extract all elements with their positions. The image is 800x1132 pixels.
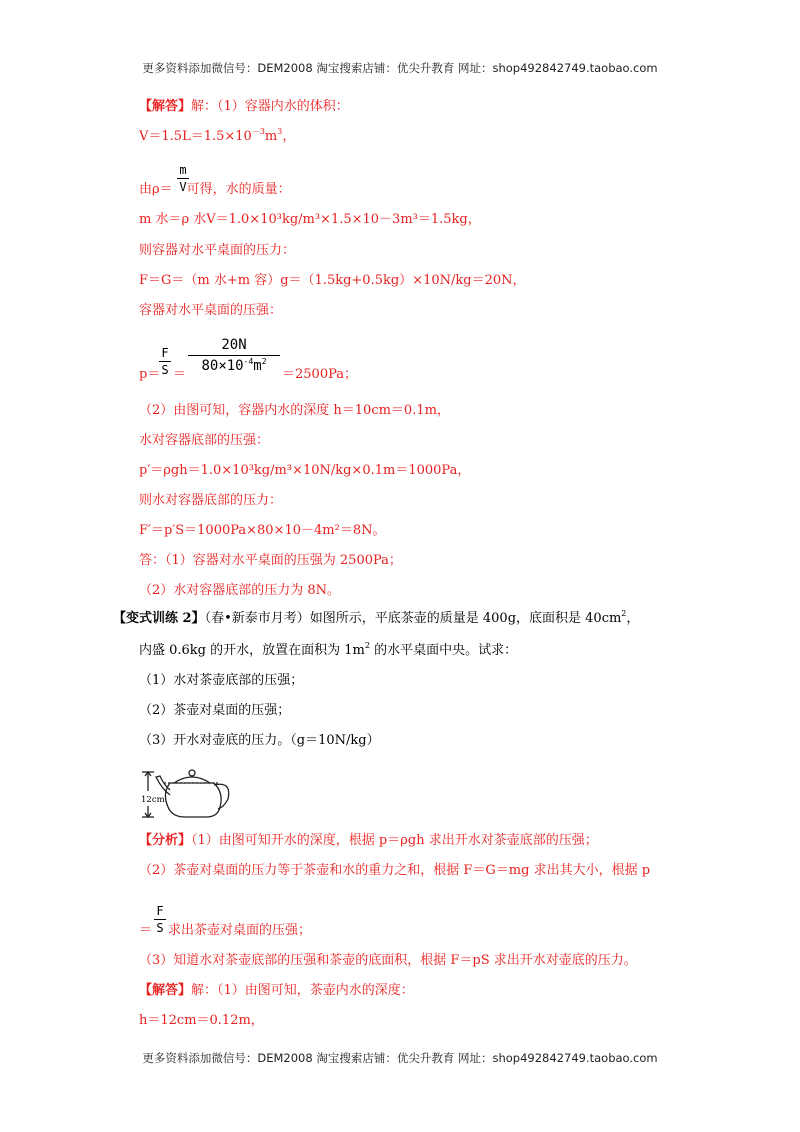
analysis-eq: ＝ [139,923,153,938]
volume-end: ， [282,129,296,144]
answer-line-2: （2）水对容器底部的压力为 8N。 [139,583,341,598]
teapot-figure [140,763,235,821]
density-text: 由ρ＝ [139,182,173,197]
pressure-result: ＝2500Pa； [282,367,357,382]
water-force-intro: 则水对容器底部的压力： [139,493,283,508]
analysis-tag: 【分析】 [139,833,192,848]
question-3: （3）开水对壶底的压力。（g＝10N/kg） [139,733,380,748]
density-line [139,181,291,199]
depth-line: （2）由图可知，容器内水的深度 h＝10cm＝0.1m， [139,403,450,418]
fraction-20n [188,336,280,375]
water-force-line: F′＝p′S＝1000Pa×80×10－4m²＝8N。 [139,523,386,538]
fraction-den: V [179,180,187,194]
analysis-line-3 [139,922,311,940]
force-intro-line: 则容器对水平桌面的压力： [139,243,296,258]
question-1: （1）水对茶壶底部的压强； [139,673,304,688]
problem2-exp: 2 [364,641,370,650]
solution2-line-2: h＝12cm＝0.12m， [139,1013,264,1028]
water-pressure-intro: 水对容器底部的压强： [139,433,270,448]
fraction-num: m [179,163,187,177]
solution-text: 解：（1）容器内水的体积： [191,99,349,114]
analysis-line-2: （2）茶壶对桌面的压力等于茶壶和水的重力之和，根据 F＝G＝mg 求出其大小，根据 p [139,863,651,878]
problem2-line-1 [113,610,639,628]
fraction-den [188,357,280,375]
page-footer: 更多资料添加微信号：DEM2008 淘宝搜索店铺：优尖升教育 网址：shop492842749.taobao.com [142,1051,658,1065]
problem2-text: （春•新泰市月考）如图所示，平底茶壶的质量是 400g，底面积是 40cm [204,611,622,626]
pressure-line [139,366,160,384]
question-2: （2）茶壶对桌面的压强； [139,703,291,718]
analysis-line-1 [139,832,598,850]
mass-line: m 水＝ρ 水V＝1.0×10³kg/m³×1.5×10－3m³＝1.5kg， [139,212,481,227]
problem2-exp: 2 [621,609,627,618]
den-exp: -4 [243,357,254,366]
analysis-text: 求出茶壶对桌面的压强； [168,923,312,938]
volume-text: V＝1.5L＝1.5×10 [139,129,252,144]
fraction-den: S [156,921,164,935]
fraction-den: S [161,363,169,377]
problem2-tag: 【变式训练 2】 [113,611,205,626]
volume-unit-exp: 3 [277,127,283,136]
problem2-text: 内盛 0.6kg 的开水，放置在面积为 1m [139,643,365,658]
problem2-end: ， [626,611,640,626]
volume-line [139,128,295,146]
solution2-tag: 【解答】 [139,983,192,998]
den-unit: m [253,358,262,374]
den-base: 80×10 [201,358,244,374]
force-line: F＝G＝（m 水+m 容）g＝（1.5kg+0.5kg）×10N/kg＝20N， [139,273,526,288]
analysis-text: （1）由图可知开水的深度，根据 p＝ρgh 求出开水对茶壶底部的压强； [191,833,598,848]
pressure-intro-line: 容器对水平桌面的压强： [139,303,283,318]
volume-unit: m [264,129,278,144]
fraction-m-over-v [177,163,189,194]
volume-exp: －3 [251,127,265,136]
problem2-end: 的水平桌面中央。试求： [369,643,518,658]
water-pressure-line: p′＝ρgh＝1.0×10³kg/m³×10N/kg×0.1m＝1000Pa， [139,463,471,478]
analysis-line-4: （3）知道水对茶壶底部的压强和茶壶的底面积，根据 F＝pS 求出开水对壶底的压力。 [139,953,637,968]
solution-line-1 [139,98,349,116]
pressure-p: p＝ [139,367,161,382]
solution2-line-1 [139,982,414,1000]
fraction-f-over-s [159,346,171,377]
solution2-text: 解：（1）由图可知，茶壶内水的深度： [191,983,414,998]
answer-line-1: 答：（1）容器对水平桌面的压强为 2500Pa； [139,553,402,568]
page-header: 更多资料添加微信号：DEM2008 淘宝搜索店铺：优尖升教育 网址：shop492842749.taobao.com [142,61,658,75]
figure-label: 12cm [141,795,165,805]
fraction-num: F [161,346,169,360]
fraction-num: 20N [221,337,247,353]
problem2-line-2 [139,642,517,660]
solution-tag: 【解答】 [139,99,192,114]
pressure-eq: ＝ [173,367,187,382]
fraction-num: F [156,904,164,918]
density-text-2: 可得，水的质量： [186,182,291,197]
den-unit-exp: 2 [261,357,267,366]
